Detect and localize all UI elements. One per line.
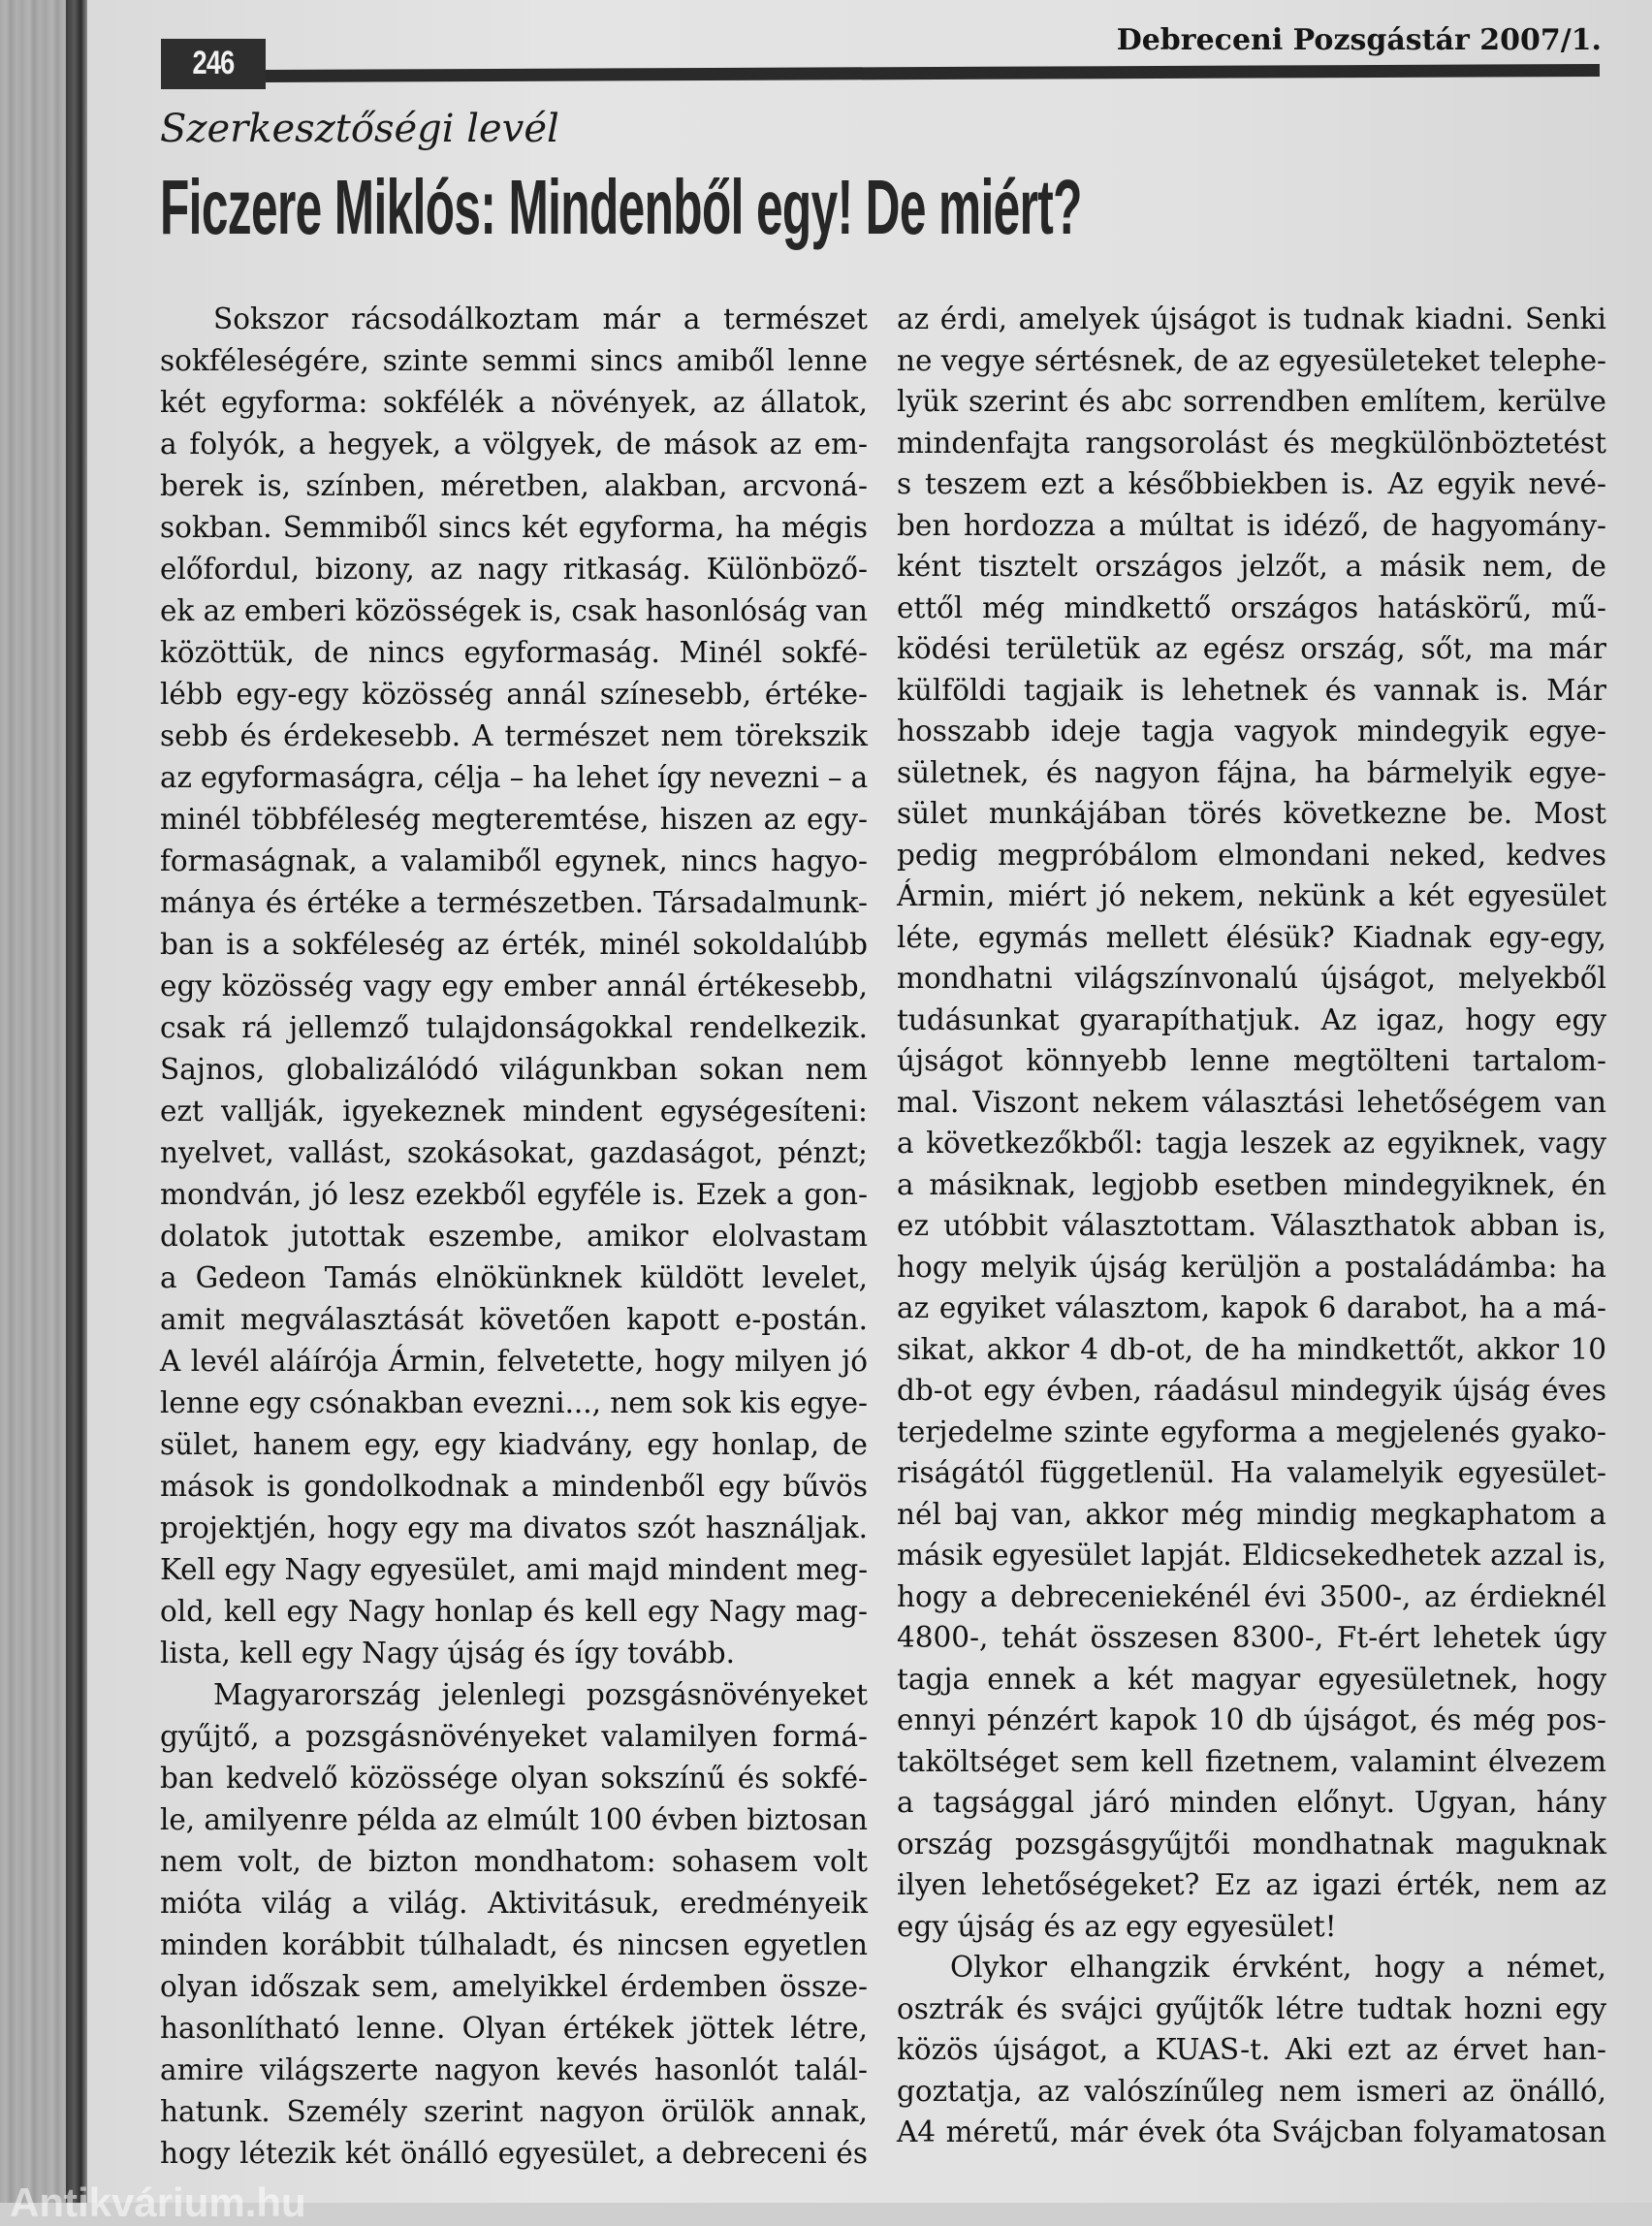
text-line: hasonlítható lenne. Olyan értékek jöttek létre, xyxy=(160,2012,868,2045)
text-line: sebb és érdekesebb. A természet nem törekszik xyxy=(160,719,868,752)
text-line: mánya és értéke a természetben. Társadalmunk- xyxy=(160,886,868,919)
text-line: közöttük, de nincs egyformaság. Minél sokfé- xyxy=(160,636,868,669)
text-line: mindenfajta rangsorolást és megkülönböztetést xyxy=(897,426,1606,460)
text-line: ilyen lehetőségeket? Ez az igazi érték, nem az xyxy=(897,1868,1606,1901)
text-line: ként tisztelt országos jelzőt, a másik nem, de xyxy=(897,550,1606,583)
page-number: 246 xyxy=(192,45,235,81)
text-line: hogy létezik két önálló egyesület, a debreceni és xyxy=(160,2137,868,2170)
text-line: sokban. Semmiből sincs két egyforma, ha mégis xyxy=(160,511,868,544)
text-line: mások is gondolkodnak a mindenből egy bűvös xyxy=(160,1470,868,1503)
text-line: Olykor elhangzik érvként, hogy a német, xyxy=(950,1951,1606,1984)
text-line: a Gedeon Tamás elnökünknek küldött levelet, xyxy=(160,1261,868,1294)
text-line: le, amilyenre példa az elmúlt 100 évben biztosan xyxy=(160,1803,868,1836)
text-line: mondhatni világszínvonalú újságot, melyekből xyxy=(897,962,1606,995)
wooden-surface-background xyxy=(0,0,70,2203)
text-line: csak rá jellemző tulajdonságokkal rendelkezik. xyxy=(160,1011,868,1044)
text-line: lébb egy-egy közösség annál színesebb, értéke- xyxy=(160,678,868,711)
text-line: mondván, jó lesz ezekből egyféle is. Ezek a gon- xyxy=(160,1178,868,1211)
text-line: ez utóbbit választottam. Választhatok abban is, xyxy=(897,1209,1606,1242)
text-line: pedig megpróbálom elmondani neked, kedves xyxy=(897,838,1606,872)
text-line: db-ot egy évben, ráadásul mindegyik újság éves xyxy=(897,1374,1606,1407)
text-line: Magyarország jelenlegi pozsgásnövényeket xyxy=(213,1678,868,1711)
text-line: hatunk. Személy szerint nagyon örülök annak, xyxy=(160,2095,868,2128)
text-line: a tagsággal járó minden előnyt. Ugyan, hány xyxy=(897,1786,1606,1819)
text-line: A levél aláírója Ármin, felvetette, hogy milyen jó xyxy=(160,1345,868,1378)
text-line: nyelvet, vallást, szokásokat, gazdaságot, pénzt; xyxy=(160,1136,868,1169)
article-column-left xyxy=(160,299,868,2175)
journal-title: Debreceni Pozsgástár 2007/1. xyxy=(1116,23,1602,57)
text-line: sikat, akkor 4 db-ot, de ha mindkettőt, akkor 10 xyxy=(897,1332,1606,1366)
text-line: mal. Viszont nekem választási lehetőségem van xyxy=(897,1085,1606,1119)
text-line: sokféleségére, szinte semmi sincs amiből lenne xyxy=(160,344,868,377)
text-line: ország pozsgásgyűjtői mondhatnak maguknak xyxy=(897,1827,1606,1860)
text-line: lyük szerint és abc sorrendben említem, kerülve xyxy=(897,385,1606,418)
text-line: amit megválasztását követően kapott e-postán. xyxy=(160,1303,868,1336)
text-line: az egyiket választom, kapok 6 darabot, ha a má- xyxy=(897,1291,1606,1324)
text-line: ek az emberi közösségek is, csak hasonlóság van xyxy=(160,594,868,627)
text-line: a másiknak, legjobb esetben mindegyiknek, én xyxy=(897,1167,1606,1201)
text-line: ettől még mindkettő országos hatáskörű, mű- xyxy=(897,590,1606,624)
text-line: másik egyesület lapját. Eldicsekedhetek azzal is, xyxy=(897,1539,1606,1572)
text-line: osztrák és svájci gyűjtők létre tudtak hozni egy xyxy=(897,1991,1606,2025)
text-line: ennyi pénzért kapok 10 db újságot, és még pos- xyxy=(897,1703,1606,1736)
text-line: sület, hanem egy, egy kiadvány, egy honlap, de xyxy=(160,1428,868,1461)
text-line: gyűjtő, a pozsgásnövényeket valamilyen formá- xyxy=(160,1720,868,1753)
text-line: Ármin, miért jó nekem, nekünk a két egyesület xyxy=(897,879,1606,912)
text-line: Kell egy Nagy egyesület, ami majd mindent meg- xyxy=(160,1553,868,1586)
watermark: Antikvárium.hu xyxy=(10,2179,306,2225)
text-line: sület munkájában törés következne be. Most xyxy=(897,797,1606,830)
text-line: projektjén, hogy egy ma divatos szót használjak. xyxy=(160,1511,868,1544)
text-line: nél baj van, akkor még mindig megkaphatom a xyxy=(897,1497,1606,1531)
text-line: 4800-, tehát összesen 8300-, Ft-ért lehetek úgy xyxy=(897,1621,1606,1654)
text-line: berek is, színben, méretben, alakban, arcvoná- xyxy=(160,469,868,502)
text-line: előfordul, bizony, az nagy ritkaság. Különböző- xyxy=(160,553,868,586)
text-line: old, kell egy Nagy honlap és kell egy Nagy mag- xyxy=(160,1595,868,1628)
text-line: ködési területük az egész ország, sőt, ma már xyxy=(897,632,1606,665)
text-line: két egyforma: sokfélék a növények, az állatok, xyxy=(160,386,868,419)
page-number-box xyxy=(161,39,266,89)
text-line: dolatok jutottak eszembe, amikor elolvastam xyxy=(160,1220,868,1253)
text-line: ezt vallják, igyekeznek mindent egységesíteni: xyxy=(160,1095,868,1128)
text-line: hosszabb ideje tagja vagyok mindegyik egye- xyxy=(897,715,1606,747)
text-line: minden korábbit túlhaladt, és nincsen egyetlen xyxy=(160,1928,868,1961)
text-line: tagja ennek a két magyar egyesületnek, hogy xyxy=(897,1662,1606,1696)
text-line: goztatja, az valószínűleg nem ismeri az önálló, xyxy=(897,2074,1606,2108)
text-line: ne vegye sértésnek, de az egyesületeket telephe- xyxy=(897,343,1606,377)
text-line: terjedelme szinte egyforma a megjelenés gyako- xyxy=(897,1415,1606,1448)
text-line: olyan időszak sem, amelyikkel érdemben össze- xyxy=(160,1970,868,2003)
text-line: riságától függetlenül. Ha valamelyik egyesület- xyxy=(897,1456,1606,1489)
text-line: a folyók, a hegyek, a völgyek, de mások az em- xyxy=(160,428,868,461)
text-line: lista, kell egy Nagy újság és így tovább. xyxy=(160,1637,735,1670)
text-line: lenne egy csónakban evezni..., nem sok kis egye- xyxy=(160,1386,868,1419)
text-line: az egyformaságra, célja – ha lehet így nevezni – a xyxy=(160,761,868,794)
article-column-right xyxy=(897,299,1606,2153)
text-line: léte, egymás mellett élésük? Kiadnak egy-egy, xyxy=(897,920,1606,954)
text-line: formaságnak, a valamiből egynek, nincs hagyo- xyxy=(160,844,868,877)
text-line: sületnek, és nagyon fájna, ha bármelyik egye- xyxy=(897,755,1606,789)
text-line: nem volt, de bizton mondhatom: sohasem volt xyxy=(160,1845,868,1878)
text-line: tudásunkat gyarapíthatjuk. Az igaz, hogy egy xyxy=(897,1002,1606,1036)
book-binding-edge xyxy=(66,0,87,2203)
text-line: újságot könnyebb lenne megtölteni tartalom- xyxy=(897,1044,1606,1077)
text-line: közös újságot, a KUAS-t. Aki ezt az érvet han- xyxy=(897,2033,1606,2066)
text-line: mióta világ a világ. Aktivitásuk, eredményeik xyxy=(160,1887,868,1920)
text-line: taköltséget sem kell fizetnem, valamint élvezem xyxy=(897,1744,1606,1778)
text-line: ban kedvelő közössége olyan sokszínű és sokfé- xyxy=(160,1762,868,1795)
text-line: A4 méretű, már évek óta Svájcban folyamatosan xyxy=(897,2115,1606,2148)
text-line: hogy melyik újság kerüljön a postaládámba: ha xyxy=(897,1250,1606,1284)
text-line: ben hordozza a múltat is idéző, de hagyomány- xyxy=(897,508,1606,542)
text-line: Sokszor rácsodálkoztam már a természet xyxy=(213,302,868,335)
text-line: amire világszerte nagyon kevés hasonlót talál- xyxy=(160,2053,868,2086)
text-line: a következőkből: tagja leszek az egyiknek, vagy xyxy=(897,1127,1606,1160)
text-line: az érdi, amelyek újságot is tudnak kiadni. Senki xyxy=(897,302,1606,335)
text-line: s teszem ezt a későbbiekben is. Az egyik nevé- xyxy=(897,467,1606,500)
text-line: külföldi tagjaik is lehetnek és vannak is. Már xyxy=(897,673,1606,707)
section-label: Szerkesztőségi levél xyxy=(160,107,559,151)
text-line: Sajnos, globalizálódó világunkban sokan nem xyxy=(160,1053,868,1086)
text-line: egy közösség vagy egy ember annál értékesebb, xyxy=(160,970,868,1002)
text-line: hogy a debreceniekénél évi 3500-, az érdieknél xyxy=(897,1579,1606,1613)
text-line: ban is a sokféleség az érték, minél sokoldalúbb xyxy=(160,928,868,961)
text-line: minél többféleség megteremtése, hiszen az egy- xyxy=(160,803,868,836)
text-line: egy újság és az egy egyesület! xyxy=(897,1909,1337,1943)
article-title: Ficzere Miklós: Mindenből egy! De miért? xyxy=(160,164,1082,250)
